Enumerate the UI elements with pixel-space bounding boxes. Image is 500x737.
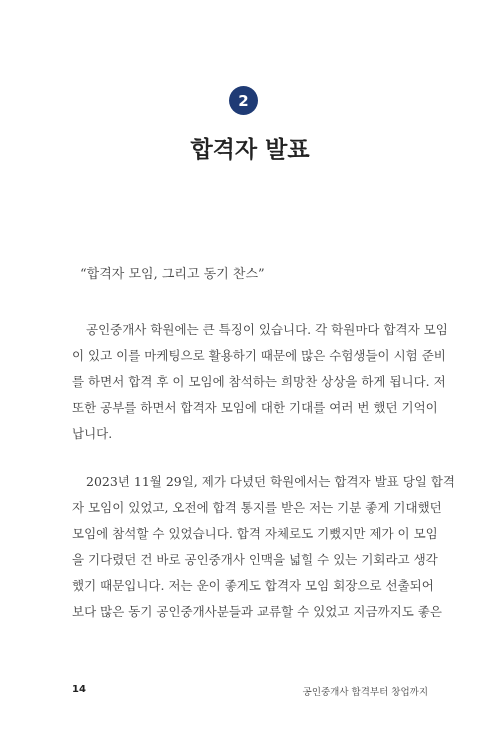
paragraph-2 [72, 469, 456, 625]
paragraph-line: 을 기다렸던 건 바로 공인중개사 인맥을 넓힐 수 있는 기회라고 생각 [72, 552, 438, 567]
paragraph-line: 2023년 11월 29일, 제가 다녔던 학원에서는 합격자 발표 당일 합격 [86, 474, 456, 489]
paragraph-line: 이 있고 이를 마케팅으로 활용하기 때문에 많은 수험생들이 시험 준비 [72, 348, 446, 363]
paragraph-line: 공인중개사 학원에는 큰 특징이 있습니다. 각 학원마다 합격자 모임 [86, 322, 448, 337]
paragraph-1 [72, 317, 448, 447]
paragraph-line: 했기 때문입니다. 저는 운이 좋게도 합격자 모임 회장으로 선출되어 [72, 578, 434, 593]
chapter-number-badge: 2 [229, 86, 258, 115]
paragraph-line: 납니다. [72, 426, 113, 441]
paragraph-line: 자 모임이 있었고, 오전에 합격 통지를 받은 저는 기분 좋게 기대했던 [72, 500, 442, 515]
paragraph-line: 모임에 참석할 수 있었습니다. 합격 자체로도 기뻤지만 제가 이 모임 [72, 526, 438, 541]
paragraph-line: 또한 공부를 하면서 합격자 모임에 대한 기대를 여러 번 했던 기억이 [72, 400, 438, 415]
section-quote: “합격자 모임, 그리고 동기 찬스” [80, 267, 265, 282]
paragraph-line: 보다 많은 동기 공인중개사분들과 교류할 수 있었고 지금까지도 좋은 [72, 604, 442, 619]
page-number: 14 [72, 684, 86, 695]
running-footer-title: 공인중개사 합격부터 창업까지 [302, 687, 428, 698]
paragraph-line: 를 하면서 합격 후 이 모임에 참석하는 희망찬 상상을 하게 됩니다. 저 [72, 374, 446, 389]
chapter-title: 합격자 발표 [190, 137, 310, 163]
